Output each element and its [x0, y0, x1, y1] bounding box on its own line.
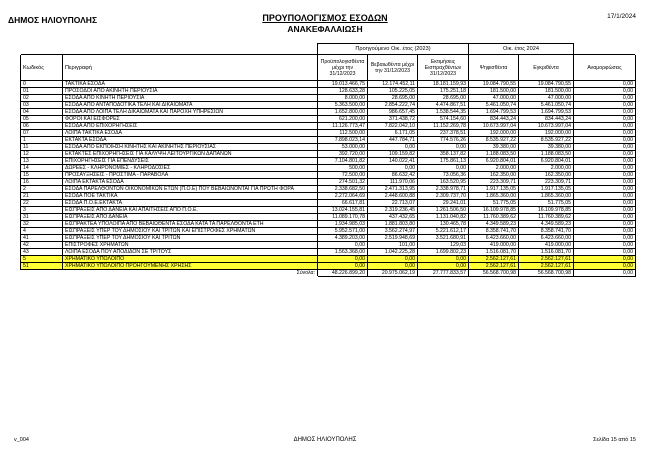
table-row: [21, 151, 636, 158]
table-row: [21, 116, 636, 123]
row-estimated: 0,00: [418, 256, 469, 263]
row-approved: 8.535.927,22: [519, 137, 574, 144]
row-code: 01: [21, 88, 63, 95]
row-estimated: 18.181.159,93: [418, 81, 469, 88]
row-certified: 6.171,05: [368, 130, 418, 137]
row-code: 12: [21, 151, 63, 158]
table-row: [21, 144, 636, 151]
row-revisions: 0,00: [574, 193, 636, 200]
row-description: ΕΣΟΔΑ ΠΟΕ ΤΑΚΤΙΚΑ: [63, 193, 318, 200]
row-voted: 1.188.083,50: [469, 151, 519, 158]
row-budgeted: 5.952.571,00: [318, 228, 368, 235]
row-revisions: 0,00: [574, 172, 636, 179]
row-approved: 51.775,05: [519, 200, 574, 207]
table-row: [21, 242, 636, 249]
row-voted: 47.000,00: [469, 95, 519, 102]
row-estimated: 29.241,01: [418, 200, 469, 207]
row-estimated: 1.261.506,50: [418, 207, 469, 214]
row-budgeted: 2.272.064,69: [318, 193, 368, 200]
row-voted: 192.000,00: [469, 130, 519, 137]
table-row: [21, 165, 636, 172]
report-subtitle: ΑΝΑΚΕΦΑΛΑΙΩΣΗ: [287, 24, 363, 34]
row-revisions: 0,00: [574, 102, 636, 109]
row-description: ΧΡΗΜΑΤΙΚΟ ΥΠΟΛΟΙΠΟ: [63, 256, 318, 263]
row-estimated: 2.338.978,71: [418, 186, 469, 193]
table-row: [21, 158, 636, 165]
row-budgeted: 19.013.466,75: [318, 81, 368, 88]
row-code: 07: [21, 130, 63, 137]
row-certified: 0,00: [368, 263, 418, 270]
row-description: ΧΡΗΜΑΤΙΚΟ ΥΠΟΛΟΙΠΟ ΠΡΟΗΓΟΥΜΕΝΗΣ ΧΡΗΣΗΣ: [63, 263, 318, 270]
row-approved: 6.423.660,00: [519, 235, 574, 242]
row-certified: 0,00: [368, 165, 418, 172]
row-approved: 8.358.741,70: [519, 228, 574, 235]
row-certified: 0,00: [368, 144, 418, 151]
row-code: 1: [21, 137, 63, 144]
row-budgeted: 0,00: [318, 256, 368, 263]
row-approved: 16.109.978,85: [519, 207, 574, 214]
row-estimated: 5.221.612,17: [418, 228, 469, 235]
column-header-code: Κωδικός: [21, 55, 63, 81]
row-certified: 371.438,72: [368, 116, 418, 123]
row-estimated: 774.576,26: [418, 137, 469, 144]
row-description: ΕΣΟΔΑ ΑΠΟ ΑΝΤΑΠΟΔΟΤΙΚΑ ΤΕΛΗ ΚΑΙ ΔΙΚΑΙΩΜΑΤΑ: [63, 102, 318, 109]
row-estimated: 28.695,00: [418, 95, 469, 102]
row-certified: 111.970,06: [368, 179, 418, 186]
row-approved: 419.000,00: [519, 242, 574, 249]
row-voted: 419.000,00: [469, 242, 519, 249]
row-voted: 39.380,00: [469, 144, 519, 151]
row-revisions: 0,00: [574, 214, 636, 221]
row-certified: 437.432,65: [368, 214, 418, 221]
row-voted: 19.084.790,55: [469, 81, 519, 88]
row-revisions: 0,00: [574, 109, 636, 116]
row-certified: 1.881.803,80: [368, 221, 418, 228]
row-revisions: 0,00: [574, 263, 636, 270]
row-description: ΕΚΤΑΚΤΕΣ ΕΠΙΧΟΡΗΓΗΣΕΙΣ ΓΙΑ ΚΑΛΥΨΗ ΛΕΙΤΟΥΡΓΙΚΩΝ ΔΑΠΑΝΩΝ: [63, 151, 318, 158]
row-voted: 6.920.804,01: [469, 158, 519, 165]
row-description: ΛΟΙΠΑ ΤΑΚΤΙΚΑ ΕΣΟΔΑ: [63, 130, 318, 137]
table-row: [21, 263, 636, 270]
row-revisions: 0,00: [574, 235, 636, 242]
row-estimated: 1.538.544,35: [418, 109, 469, 116]
row-voted: 10.673.997,04: [469, 123, 519, 130]
row-voted: 4.349.589,23: [469, 221, 519, 228]
row-budgeted: 8.000,00: [318, 95, 368, 102]
header-current-year: Οικ. έτος 2024: [469, 44, 574, 55]
row-description: ΕΣΟΔΑ ΑΠΟ ΛΟΙΠΑ ΤΕΛΗ ΔΙΚΑΙΩΜΑΤΑ ΚΑΙ ΠΑΡΟΧΗ ΥΠΗΡΕΣΙΩΝ: [63, 109, 318, 116]
row-code: 4: [21, 228, 63, 235]
row-description: ΕΙΣΠΡΑΞΕΙΣ ΥΠΕΡ ΤΟΥ ΔΗΜΟΣΙΟΥ ΚΑΙ ΤΡΙΤΩΝ ΚΑΙ ΕΠΙΣΤΡΟΦΕΣ ΧΡΗΜΑΤΩΝ: [63, 228, 318, 235]
row-certified: 447.784,71: [368, 137, 418, 144]
table-row: [21, 137, 636, 144]
row-approved: 2.562.127,61: [519, 263, 574, 270]
row-budgeted: 621.200,00: [318, 116, 368, 123]
footer-page-number: Σελίδα 15 από 15: [593, 437, 636, 443]
row-budgeted: 11.089.170,78: [318, 214, 368, 221]
row-budgeted: 392.720,00: [318, 151, 368, 158]
row-approved: 2.000,00: [519, 165, 574, 172]
row-estimated: 2.309.737,70: [418, 193, 469, 200]
row-voted: 1.694.799,53: [469, 109, 519, 116]
row-description: ΕΙΣΠΡΑΞΕΙΣ ΥΠΕΡ ΤΟΥ ΔΗΜΟΣΙΟΥ ΚΑΙ ΤΡΙΤΩΝ: [63, 235, 318, 242]
row-voted: 223.309,71: [469, 179, 519, 186]
table-row: [21, 221, 636, 228]
column-header-certified: Βεβαιωθέντα μέχρι την 31/12/2023: [368, 55, 418, 81]
row-code: 16: [21, 179, 63, 186]
row-certified: 986.657,45: [368, 109, 418, 116]
row-voted: 1.516.081,70: [469, 249, 519, 256]
totals-estimated: 27.777.833,57: [418, 270, 469, 277]
row-code: 42: [21, 242, 63, 249]
footer-version: v_004: [14, 437, 29, 443]
table-row: [21, 123, 636, 130]
row-code: 05: [21, 116, 63, 123]
row-certified: 28.695,00: [368, 95, 418, 102]
row-revisions: 0,00: [574, 116, 636, 123]
row-revisions: 0,00: [574, 179, 636, 186]
row-estimated: 129,03: [418, 242, 469, 249]
row-budgeted: 5.363.500,00: [318, 102, 368, 109]
row-description: ΕΠΙΧΟΡΗΓΗΣΕΙΣ ΓΙΑ ΕΠΕΝΔΥΣΕΙΣ: [63, 158, 318, 165]
row-budgeted: 1.652.800,00: [318, 109, 368, 116]
report-date: 17/1/2024: [607, 13, 636, 20]
row-approved: 10.673.997,04: [519, 123, 574, 130]
table-row: [21, 172, 636, 179]
table-row: [21, 214, 636, 221]
row-description: ΕΣΟΔΑ Π.Ο.Ε.ΕΚΤΑΚΤΑ: [63, 200, 318, 207]
row-estimated: 358.137,82: [418, 151, 469, 158]
row-approved: 11.760.389,62: [519, 214, 574, 221]
row-code: 04: [21, 109, 63, 116]
row-code: 32: [21, 221, 63, 228]
row-description: ΔΩΡΕΕΣ - ΚΛΗΡΟΝΟΜΙΕΣ - ΚΛΗΡΟΔΟΣΙΕΣ: [63, 165, 318, 172]
row-estimated: 1.699.802,23: [418, 249, 469, 256]
row-voted: 8.358.741,70: [469, 228, 519, 235]
table-row: [21, 88, 636, 95]
row-code: 3: [21, 207, 63, 214]
revenue-summary-table: [20, 43, 636, 277]
row-certified: 0,00: [368, 256, 418, 263]
row-voted: 16.109.978,85: [469, 207, 519, 214]
row-estimated: 3.521.680,91: [418, 235, 469, 242]
row-approved: 192.000,00: [519, 130, 574, 137]
table-row: [21, 256, 636, 263]
row-code: 2: [21, 186, 63, 193]
table-row: [21, 179, 636, 186]
row-voted: 6.423.660,00: [469, 235, 519, 242]
row-description: ΕΙΣΠΡΑΚΤΕΑ ΥΠΟΛΟΙΠΑ ΑΠΟ ΒΕΒΑΙΩΘΕΝΤΑ ΕΣΟΔΑ ΚΑΤΑ ΤΑ ΠΑΡΕΛΘΟΝΤΑ ΕΤΗ: [63, 221, 318, 228]
row-revisions: 0,00: [574, 200, 636, 207]
row-budgeted: 1.563.368,00: [318, 249, 368, 256]
row-approved: 1.516.081,70: [519, 249, 574, 256]
row-approved: 181.500,00: [519, 88, 574, 95]
table-row: [21, 200, 636, 207]
row-revisions: 0,00: [574, 242, 636, 249]
totals-voted: 56.568.700,98: [469, 270, 519, 277]
row-description: ΕΠΙΣΤΡΟΦΕΣ ΧΡΗΜΑΤΩΝ: [63, 242, 318, 249]
row-budgeted: 72.500,00: [318, 172, 368, 179]
row-voted: 8.535.927,22: [469, 137, 519, 144]
row-revisions: 0,00: [574, 81, 636, 88]
table-row: [21, 186, 636, 193]
row-estimated: 11.152.269,78: [418, 123, 469, 130]
row-description: ΤΑΚΤΙΚΑ ΕΣΟΔΑ: [63, 81, 318, 88]
row-revisions: 0,00: [574, 158, 636, 165]
row-certified: 2.471.313,95: [368, 186, 418, 193]
row-voted: 2.000,00: [469, 165, 519, 172]
row-description: ΕΣΟΔΑ ΑΠΟ ΕΚΠΟΙΗΣΗ ΚΙΝΗΤΗΣ ΚΑΙ ΑΚΙΝΗΤΗΣ ΠΕΡΙΟΥΣΙΑΣ: [63, 144, 318, 151]
row-code: 5: [21, 256, 63, 263]
row-certified: 105.225,05: [368, 88, 418, 95]
row-code: 14: [21, 165, 63, 172]
row-budgeted: 11.126.773,47: [318, 123, 368, 130]
row-approved: 1.865.360,00: [519, 193, 574, 200]
table-row: [21, 249, 636, 256]
row-approved: 834.443,24: [519, 116, 574, 123]
row-revisions: 0,00: [574, 186, 636, 193]
row-voted: 2.562.127,61: [469, 256, 519, 263]
row-description: ΕΣΟΔΑ ΑΠΟ ΕΠΙΧΟΡΗΓΗΣΕΙΣ: [63, 123, 318, 130]
row-estimated: 237.378,51: [418, 130, 469, 137]
row-budgeted: 0,00: [318, 242, 368, 249]
row-approved: 1.694.799,53: [519, 109, 574, 116]
row-description: ΛΟΙΠΑ ΕΣΟΔΑ ΠΟΥ ΑΠΟΔΙΔΟΝ ΣΕ ΤΡΙΤΟΥΣ: [63, 249, 318, 256]
row-certified: 140.022,41: [368, 158, 418, 165]
row-approved: 1.917.135,05: [519, 186, 574, 193]
row-description: ΕΙΣΠΡΑΞΕΙΣ ΑΠΟ ΔΑΝΕΙΑ: [63, 214, 318, 221]
row-code: 06: [21, 123, 63, 130]
totals-approved: 56.568.700,98: [519, 270, 574, 277]
row-estimated: 0,00: [418, 263, 469, 270]
row-code: 13: [21, 158, 63, 165]
row-revisions: 0,00: [574, 221, 636, 228]
row-budgeted: 2.338.682,50: [318, 186, 368, 193]
row-certified: 101,00: [368, 242, 418, 249]
row-revisions: 0,00: [574, 228, 636, 235]
table-row: [21, 235, 636, 242]
row-certified: 3.562.274,97: [368, 228, 418, 235]
row-revisions: 0,00: [574, 249, 636, 256]
row-budgeted: 53.000,00: [318, 144, 368, 151]
row-code: 0: [21, 81, 63, 88]
organization-name: ΔΗΜΟΣ ΗΛΙΟΥΠΟΛΗΣ: [8, 15, 98, 25]
row-code: 15: [21, 172, 63, 179]
row-revisions: 0,00: [574, 88, 636, 95]
row-revisions: 0,00: [574, 144, 636, 151]
row-estimated: 73.056,36: [418, 172, 469, 179]
row-certified: 86.632,42: [368, 172, 418, 179]
row-certified: 2.519.948,69: [368, 235, 418, 242]
row-description: ΦΟΡΟΙ ΚΑΙ ΕΙΣΦΟΡΕΣ: [63, 116, 318, 123]
row-estimated: 130.465,78: [418, 221, 469, 228]
header-previous-year: Προηγούμενο Οικ. έτος (2023): [318, 44, 469, 55]
table-row: [21, 102, 636, 109]
totals-certified: 20.975.062,19: [368, 270, 418, 277]
row-budgeted: 7.898.023,14: [318, 137, 368, 144]
row-estimated: 4.474.867,51: [418, 102, 469, 109]
column-header-approved: Εγκριθέντα: [519, 55, 574, 81]
row-estimated: 1.131.040,82: [418, 214, 469, 221]
row-revisions: 0,00: [574, 130, 636, 137]
row-certified: 2.319.236,45: [368, 207, 418, 214]
row-approved: 39.380,00: [519, 144, 574, 151]
row-estimated: 0,00: [418, 144, 469, 151]
row-description: ΕΚΤΑΚΤΑ ΕΣΟΔΑ: [63, 137, 318, 144]
row-approved: 223.309,71: [519, 179, 574, 186]
blank-header-cell: [574, 44, 636, 55]
row-voted: 2.562.127,61: [469, 263, 519, 270]
row-budgeted: 0,00: [318, 263, 368, 270]
row-description: ΕΣΟΔΑ ΑΠΟ ΚΙΝΗΤΗ ΠΕΡΙΟΥΣΙΑ: [63, 95, 318, 102]
footer-organization: ΔΗΜΟΣ ΗΛΙΟΥΠΟΛΗΣ: [293, 437, 357, 443]
row-certified: 2.854.222,74: [368, 102, 418, 109]
row-code: 31: [21, 214, 63, 221]
row-certified: 1.042.225,28: [368, 249, 418, 256]
row-budgeted: 274.501,32: [318, 179, 368, 186]
row-revisions: 0,00: [574, 95, 636, 102]
row-certified: 12.174.452,11: [368, 81, 418, 88]
row-approved: 2.562.127,61: [519, 256, 574, 263]
row-code: 11: [21, 144, 63, 151]
row-revisions: 0,00: [574, 151, 636, 158]
row-description: ΠΡΟΣΑΥΞΗΣΕΙΣ - ΠΡΟΣΤΙΜΑ - ΠΑΡΑΒΟΛΑ: [63, 172, 318, 179]
row-estimated: 175.251,18: [418, 88, 469, 95]
row-description: ΠΡΟΣΟΔΟΙ ΑΠΟ ΑΚΙΝΗΤΗ ΠΕΡΙΟΥΣΙΑ: [63, 88, 318, 95]
column-header-estimated: Εκτιμήσεις Εισπραχθέντων 31/12/2023: [418, 55, 469, 81]
row-description: ΕΙΣΠΡΑΞΕΙΣ ΑΠΟ ΔΑΝΕΙΑ ΚΑΙ ΑΠΑΙΤΗΣΕΙΣ ΑΠΟ Π.Ο.Ε.: [63, 207, 318, 214]
row-code: 41: [21, 235, 63, 242]
row-voted: 181.500,00: [469, 88, 519, 95]
row-budgeted: 7.104.801,82: [318, 158, 368, 165]
row-revisions: 0,00: [574, 207, 636, 214]
row-voted: 51.775,05: [469, 200, 519, 207]
row-approved: 19.084.790,55: [519, 81, 574, 88]
row-estimated: 574.154,60: [418, 116, 469, 123]
row-code: 43: [21, 249, 63, 256]
row-certified: 2.448.600,88: [368, 193, 418, 200]
row-budgeted: 66.617,81: [318, 200, 368, 207]
row-revisions: 0,00: [574, 165, 636, 172]
column-header-voted: Ψηφισθέντα: [469, 55, 519, 81]
row-budgeted: 128.633,28: [318, 88, 368, 95]
row-description: ΕΣΟΔΑ ΠΑΡΕΛΘΟΝΤΩΝ ΟΙΚΟΝΟΜΙΚΩΝ ΕΤΩΝ (Π.Ο.Ε) ΠΟΥ ΒΕΒΑΙΩΝΟΝΤΑΙ ΓΙΑ ΠΡΩΤΗ ΦΟΡΑ: [63, 186, 318, 193]
row-approved: 5.461.050,74: [519, 102, 574, 109]
row-approved: 47.000,00: [519, 95, 574, 102]
row-voted: 162.350,00: [469, 172, 519, 179]
totals-revisions: 0,00: [574, 270, 636, 277]
row-approved: 4.349.589,23: [519, 221, 574, 228]
row-approved: 1.188.083,50: [519, 151, 574, 158]
table-row: [21, 130, 636, 137]
row-certified: 7.822.042,10: [368, 123, 418, 130]
column-header-revisions: Αναμορφώσεις: [574, 55, 636, 81]
row-budgeted: 13.024.155,81: [318, 207, 368, 214]
blank-header-cell: [21, 44, 318, 55]
row-budgeted: 112.500,00: [318, 130, 368, 137]
table-row: [21, 228, 636, 235]
row-voted: 1.865.360,00: [469, 193, 519, 200]
row-revisions: 0,00: [574, 137, 636, 144]
column-header-budgeted: Προϋπολογισθέντα μέχρι την 31/12/2023: [318, 55, 368, 81]
row-code: 22: [21, 200, 63, 207]
row-voted: 5.461.050,74: [469, 102, 519, 109]
row-certified: 22.713,07: [368, 200, 418, 207]
column-header-description: Περιγραφή: [63, 55, 318, 81]
table-row: [21, 81, 636, 88]
totals-budgeted: 48.226.899,20: [318, 270, 368, 277]
totals-label: Σύνολα:: [21, 270, 318, 277]
row-voted: 11.760.389,62: [469, 214, 519, 221]
row-code: 03: [21, 102, 63, 109]
row-revisions: 0,00: [574, 256, 636, 263]
row-budgeted: 4.389.203,00: [318, 235, 368, 242]
table-row: [21, 109, 636, 116]
row-estimated: 0,00: [418, 165, 469, 172]
row-revisions: 0,00: [574, 123, 636, 130]
report-title: ΠΡΟΥΠΟΛΟΓΙΣΜΟΣ ΕΣΟΔΩΝ: [262, 13, 388, 23]
row-voted: 1.917.135,05: [469, 186, 519, 193]
table-row: [21, 95, 636, 102]
row-budgeted: 500,00: [318, 165, 368, 172]
row-voted: 834.443,24: [469, 116, 519, 123]
row-description: ΛΟΙΠΑ ΕΚΤΑΚΤΑ ΕΣΟΔΑ: [63, 179, 318, 186]
row-estimated: 163.520,95: [418, 179, 469, 186]
table-row: [21, 207, 636, 214]
row-code: 02: [21, 95, 63, 102]
row-code: 51: [21, 263, 63, 270]
row-approved: 6.920.804,01: [519, 158, 574, 165]
row-estimated: 175.861,13: [418, 158, 469, 165]
row-certified: 109.159,82: [368, 151, 418, 158]
row-code: 21: [21, 193, 63, 200]
table-row: [21, 193, 636, 200]
row-budgeted: 1.934.985,03: [318, 221, 368, 228]
row-approved: 162.350,00: [519, 172, 574, 179]
